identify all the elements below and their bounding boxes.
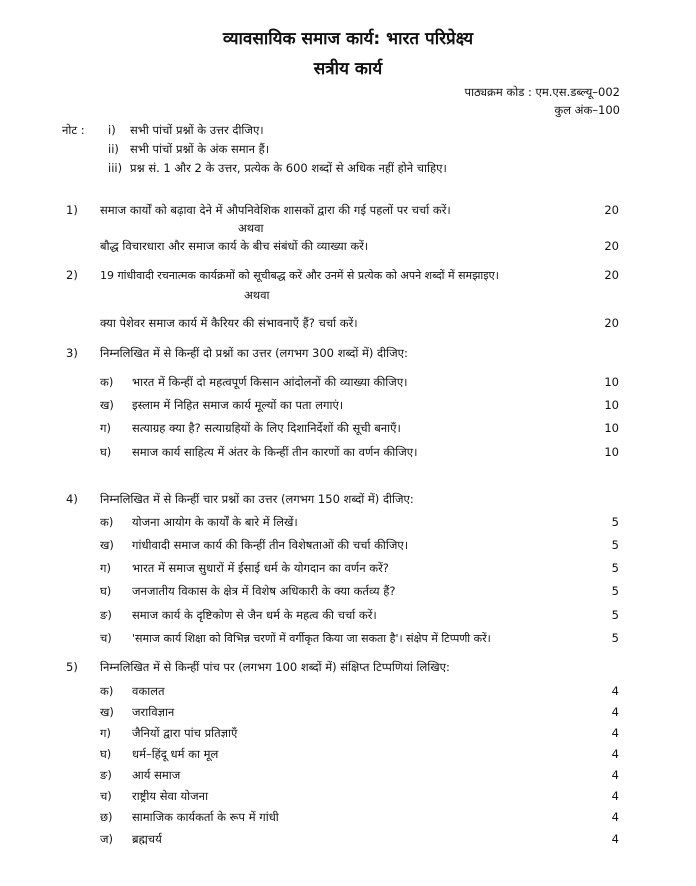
question-text: निम्नलिखित में से किन्हीं पांच पर (लगभग 100 शब्दों में) संक्षिप्त टिप्पणियां लिखिए: <box>100 660 450 674</box>
document-subtitle: सत्रीय कार्य <box>313 59 383 79</box>
question-number: 3) <box>66 346 78 360</box>
note-text: सभी पांचों प्रश्नों के उत्तर दीजिए। <box>130 123 264 137</box>
sub-question-text: गांधीवादी समाज कार्य की किन्हीं तीन विशेषताओं की चर्चा कीजिए। <box>132 538 409 552</box>
sub-question-marks: 4 <box>611 789 619 803</box>
sub-question-label: छ) <box>100 810 113 824</box>
sub-question-label: ख) <box>100 705 114 719</box>
sub-question-text: सामाजिक कार्यकर्ता के रूप में गांधी <box>132 810 279 824</box>
sub-question-label: ज) <box>100 832 114 846</box>
course-code: पाठ्यक्रम कोड : एम.एस.डब्ल्यू–002 <box>464 85 620 99</box>
sub-question-marks: 5 <box>611 584 619 598</box>
question-number: 2) <box>66 268 78 282</box>
sub-question-label: ग) <box>100 726 111 740</box>
sub-question-label: क) <box>100 515 114 529</box>
sub-question-label: ग) <box>100 561 111 575</box>
sub-question-marks: 4 <box>611 726 619 740</box>
question-number: 1) <box>66 203 78 217</box>
sub-question-marks: 4 <box>611 768 619 782</box>
sub-question-marks: 10 <box>604 398 619 412</box>
sub-question-label: ख) <box>100 538 114 552</box>
sub-question-text: ब्रह्मचर्य <box>132 832 162 846</box>
note-number: ii) <box>108 142 119 156</box>
sub-question-text: भारत में समाज सुधारों में ईसाई धर्म के योगदान का वर्णन करें? <box>132 561 389 575</box>
sub-question-marks: 4 <box>611 684 619 698</box>
total-marks: कुल अंक–100 <box>554 103 620 117</box>
sub-question-marks: 5 <box>611 538 619 552</box>
sub-question-text: इस्लाम में निहित समाज कार्य मूल्यों का पता लगाएं। <box>132 398 344 412</box>
note-number: i) <box>108 123 116 137</box>
question-marks: 20 <box>604 203 619 217</box>
sub-question-label: ङ) <box>100 768 112 782</box>
sub-question-label: घ) <box>100 445 112 459</box>
sub-question-text: योजना आयोग के कार्यों के बारे में लिखें। <box>132 515 298 529</box>
sub-question-label: ग) <box>100 421 111 435</box>
question-marks: 20 <box>604 239 619 253</box>
sub-question-marks: 10 <box>604 445 619 459</box>
or-label: अथवा <box>238 221 264 235</box>
sub-question-marks: 10 <box>604 421 619 435</box>
sub-question-label: क) <box>100 684 114 698</box>
sub-question-text: समाज कार्य साहित्य में अंतर के किन्हीं तीन कारणों का वर्णन कीजिए। <box>132 445 418 459</box>
sub-question-text: सत्याग्रह क्या है? सत्याग्रहियों के लिए दिशानिर्देशों की सूची बनाएँ। <box>132 421 401 435</box>
question-text: निम्नलिखित में से किन्हीं चार प्रश्नों का उत्तर (लगभग 150 शब्दों में) दीजिए: <box>100 492 414 506</box>
question-number: 4) <box>66 492 78 506</box>
document-title: व्यावसायिक समाज कार्य: भारत परिप्रेक्ष्य <box>222 29 474 49</box>
sub-question-text: समाज कार्य के दृष्टिकोण से जैन धर्म के महत्व की चर्चा करें। <box>132 608 377 622</box>
sub-question-marks: 4 <box>611 810 619 824</box>
sub-question-marks: 4 <box>611 832 619 846</box>
sub-question-text: भारत में किन्हीं दो महत्वपूर्ण किसान आंदोलनों की व्याख्या कीजिए। <box>132 375 408 389</box>
note-number: iii) <box>108 161 123 175</box>
note-text: सभी पांचों प्रश्नों के अंक समान हैं। <box>130 142 270 156</box>
sub-question-marks: 5 <box>611 561 619 575</box>
question-text: बौद्ध विचारधारा और समाज कार्य के बीच संबंधों की व्याख्या करें। <box>100 239 369 253</box>
sub-question-marks: 5 <box>611 631 619 645</box>
note-label: नोट : <box>62 123 85 137</box>
sub-question-label: घ) <box>100 584 112 598</box>
sub-question-label: ख) <box>100 398 114 412</box>
question-text: निम्नलिखित में से किन्हीं दो प्रश्नों का उत्तर (लगभग 300 शब्दों में) दीजिए: <box>100 346 408 360</box>
sub-question-label: ङ) <box>100 608 112 622</box>
question-marks: 20 <box>604 316 619 330</box>
sub-question-text: जनजातीय विकास के क्षेत्र में विशेष अधिकारी के क्या कर्तव्य हैं? <box>132 584 396 598</box>
sub-question-marks: 10 <box>604 375 619 389</box>
question-text: 19 गांधीवादी रचनात्मक कार्यक्रमों को सूचीबद्ध करें और उनमें से प्रत्येक को अपने शब्दों में समझाइए। <box>100 269 499 282</box>
sub-question-text: 'समाज कार्य शिक्षा को विभिन्न चरणों में वर्गीकृत किया जा सकता है'। संक्षेप में टिप्पणी करें। <box>132 632 491 645</box>
question-text: क्या पेशेवर समाज कार्य में कैरियर की संभावनाएँ हैं? चर्चा करें। <box>100 316 358 330</box>
sub-question-marks: 5 <box>611 515 619 529</box>
sub-question-text: धर्म–हिंदू धर्म का मूल <box>132 747 219 761</box>
sub-question-text: वकालत <box>132 684 165 698</box>
sub-question-text: राष्ट्रीय सेवा योजना <box>132 789 209 803</box>
sub-question-label: च) <box>100 631 112 645</box>
note-text: प्रश्न सं. 1 और 2 के उत्तर, प्रत्येक के 600 शब्दों से अधिक नहीं होने चाहिए। <box>130 161 447 175</box>
sub-question-text: जैनियों द्वारा पांच प्रतिज्ञाएँ <box>132 726 238 740</box>
question-marks: 20 <box>604 268 619 282</box>
question-number: 5) <box>66 660 78 674</box>
sub-question-text: आर्य समाज <box>132 768 181 782</box>
question-text: समाज कार्यों को बढ़ावा देने में औपनिवेशिक शासकों द्वारा की गई पहलों पर चर्चा करें। <box>100 203 451 217</box>
or-label: अथवा <box>244 288 270 302</box>
sub-question-marks: 4 <box>611 705 619 719</box>
sub-question-label: क) <box>100 375 114 389</box>
sub-question-marks: 4 <box>611 747 619 761</box>
sub-question-marks: 5 <box>611 608 619 622</box>
sub-question-text: जराविज्ञान <box>132 705 175 719</box>
sub-question-label: च) <box>100 789 112 803</box>
sub-question-label: घ) <box>100 747 112 761</box>
